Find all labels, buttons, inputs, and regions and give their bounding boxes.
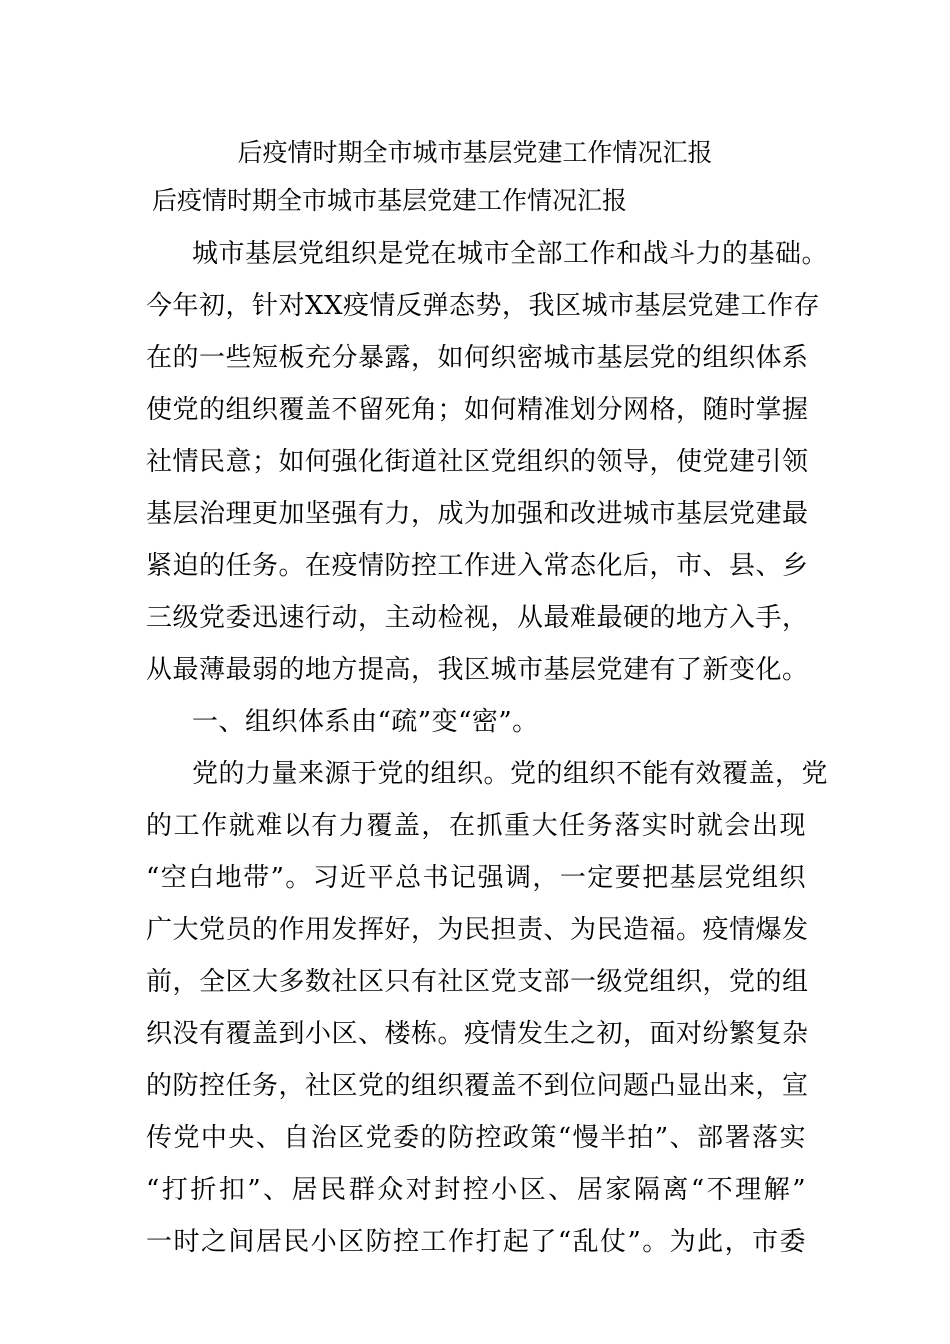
body-line: 城市基层党组织是党在城市全部工作和战斗力的基础。 (192, 239, 829, 269)
body-line: 紧迫的任务。在疫情防控工作进入常态化后，市、县、乡 (146, 551, 809, 581)
body-line: 从最薄最弱的地方提高，我区城市基层党建有了新变化。 (146, 655, 809, 685)
body-line: 广大党员的作用发挥好，为民担责、为民造福。疫情爆发 (146, 915, 809, 945)
body-line: 在的一些短板充分暴露，如何织密城市基层党的组织体系 (146, 343, 809, 373)
body-line: 今年初，针对XX疫情反弹态势，我区城市基层党建工作存 (146, 291, 821, 321)
body-line: “空白地带”。习近平总书记强调，一定要把基层党组织 (146, 863, 806, 893)
body-line: 前，全区大多数社区只有社区党支部一级党组织，党的组 (146, 967, 809, 997)
body-line: 三级党委迅速行动，主动检视，从最难最硬的地方入手， (146, 603, 809, 633)
body-line: 使党的组织覆盖不留死角；如何精准划分网格，随时掌握 (146, 395, 809, 425)
body-line: 基层治理更加坚强有力，成为加强和改进城市基层党建最 (146, 499, 809, 529)
body-line: 织没有覆盖到小区、楼栋。疫情发生之初，面对纷繁复杂 (146, 1019, 809, 1049)
body-line: 社情民意；如何强化街道社区党组织的领导，使党建引领 (146, 447, 809, 477)
document-body (146, 228, 829, 1268)
body-line: 的防控任务，社区党的组织覆盖不到位问题凸显出来，宣 (146, 1071, 809, 1101)
document-title: 后疫情时期全市城市基层党建工作情况汇报 (237, 138, 713, 167)
body-line: 的工作就难以有力覆盖，在抓重大任务落实时就会出现 (146, 811, 806, 841)
body-line: 党的力量来源于党的组织。党的组织不能有效覆盖，党 (192, 759, 829, 789)
body-line: “打折扣”、居民群众对封控小区、居家隔离“不理解” (146, 1175, 806, 1205)
body-line: 传党中央、自治区党委的防控政策“慢半拍”、部署落实 (146, 1123, 806, 1153)
body-line: 一时之间居民小区防控工作打起了“乱仗”。为此，市委 (146, 1227, 806, 1257)
document-subtitle: 后疫情时期全市城市基层党建工作情况汇报 (152, 186, 628, 215)
section-heading: 一、组织体系由“疏”变“密”。 (192, 707, 539, 737)
